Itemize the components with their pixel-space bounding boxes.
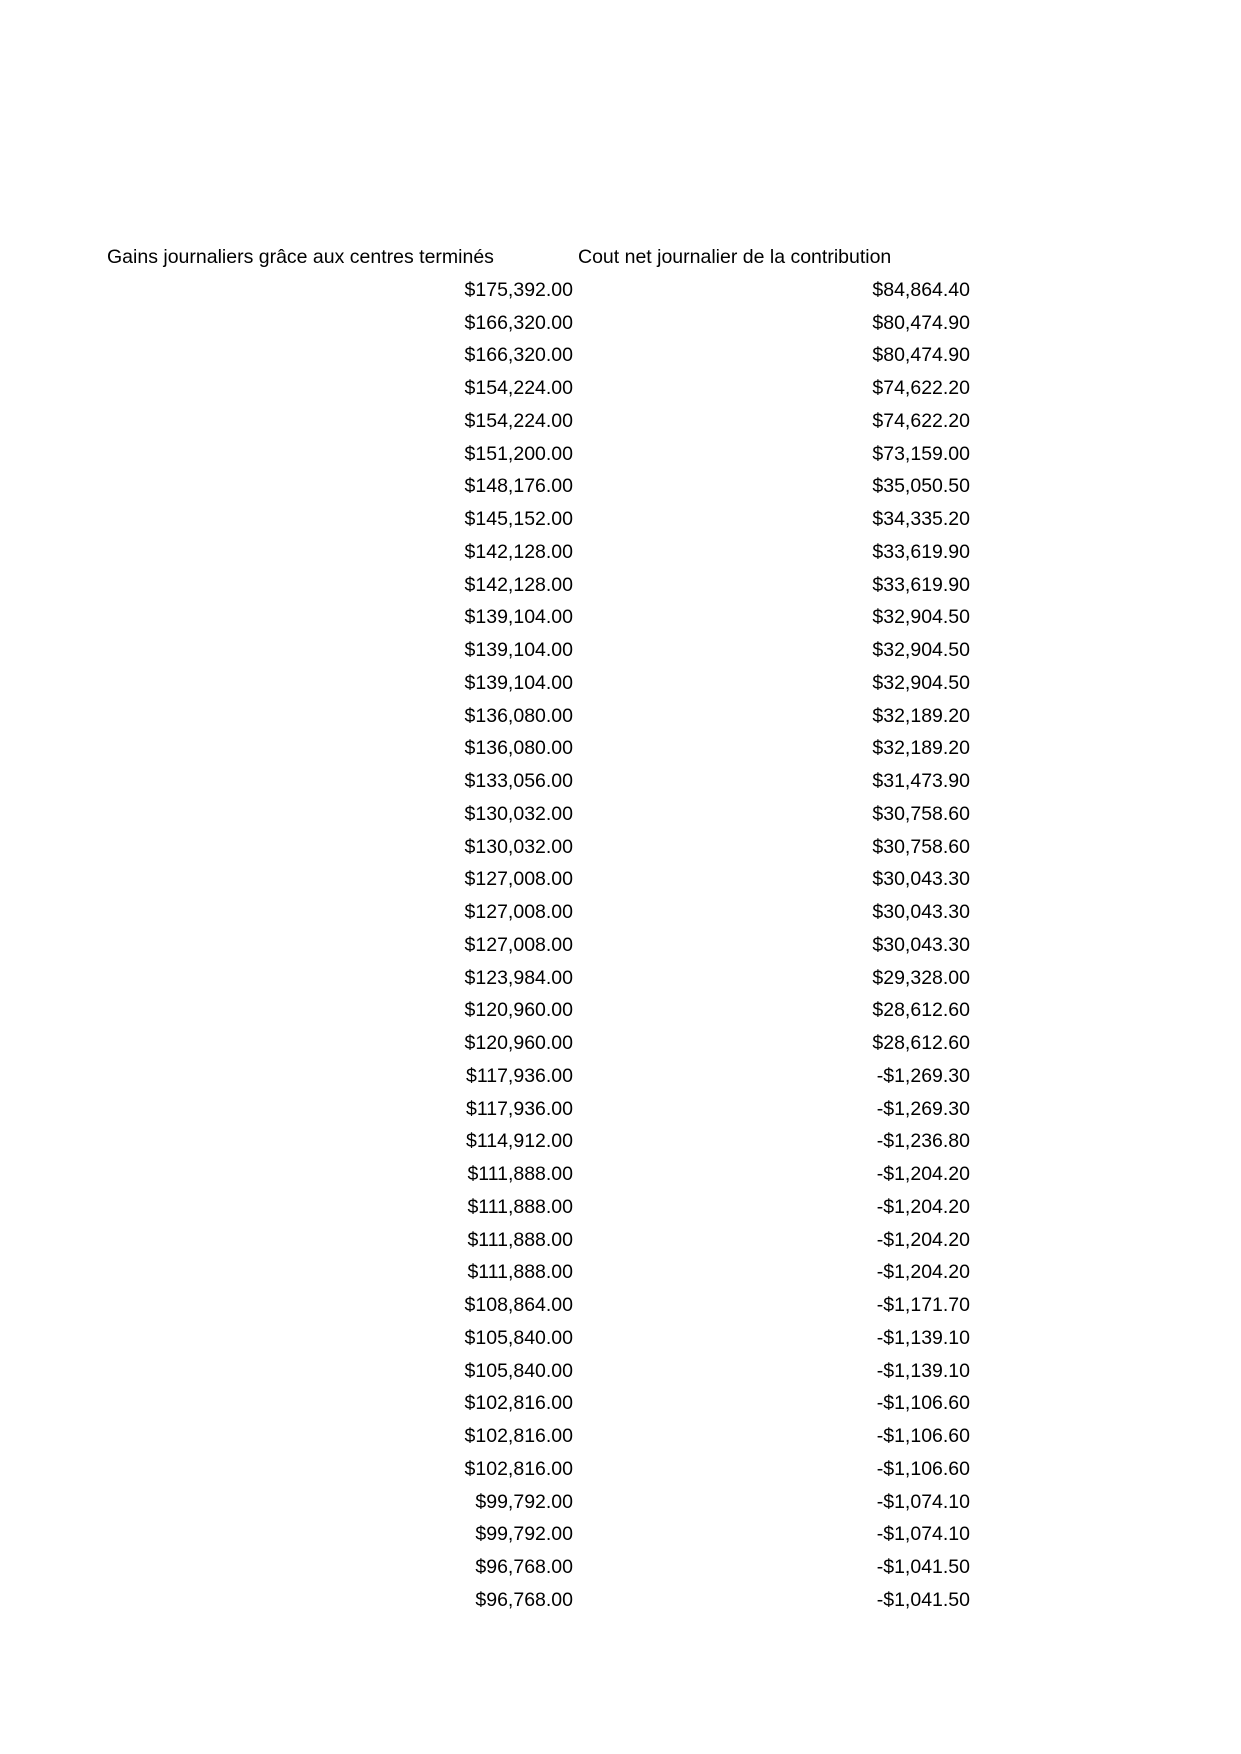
daily-net-cost-cell: -$1,204.20 bbox=[876, 1163, 970, 1185]
table-row bbox=[0, 339, 1241, 372]
daily-gains-cell: $139,104.00 bbox=[464, 606, 573, 629]
table-row bbox=[0, 503, 1241, 536]
table-row bbox=[0, 798, 1241, 831]
table-row bbox=[0, 765, 1241, 798]
daily-gains-cell: $154,224.00 bbox=[464, 409, 573, 432]
table-row bbox=[0, 994, 1241, 1027]
daily-net-cost-cell: -$1,106.60 bbox=[876, 1457, 970, 1480]
daily-net-cost-cell: $80,474.90 bbox=[872, 344, 970, 367]
daily-gains-cell: $102,816.00 bbox=[464, 1425, 573, 1447]
spreadsheet-page bbox=[0, 241, 1241, 1617]
daily-gains-cell: $117,936.00 bbox=[466, 1064, 573, 1087]
daily-gains-cell: $102,816.00 bbox=[464, 1392, 573, 1415]
daily-gains-cell: $130,032.00 bbox=[464, 802, 573, 825]
table-row bbox=[0, 1453, 1241, 1486]
table-row bbox=[0, 732, 1241, 765]
daily-gains-cell: $175,392.00 bbox=[464, 278, 573, 301]
daily-net-cost-cell: $74,622.20 bbox=[872, 377, 970, 399]
daily-gains-cell: $96,768.00 bbox=[475, 1556, 573, 1578]
daily-gains-cell: $127,008.00 bbox=[464, 901, 573, 923]
table-row bbox=[0, 1355, 1241, 1388]
daily-net-cost-cell: $32,904.50 bbox=[872, 671, 970, 694]
daily-net-cost-cell: $80,474.90 bbox=[872, 311, 970, 334]
daily-gains-cell: $120,960.00 bbox=[464, 1032, 573, 1054]
table-row bbox=[0, 438, 1241, 471]
table-row bbox=[0, 372, 1241, 405]
daily-net-cost-cell: $30,043.30 bbox=[872, 933, 970, 956]
table-row bbox=[0, 405, 1241, 438]
daily-gains-cell: $111,888.00 bbox=[467, 1228, 573, 1251]
daily-gains-cell: $154,224.00 bbox=[464, 377, 573, 399]
daily-net-cost-cell: $33,619.90 bbox=[872, 540, 970, 563]
table-row bbox=[0, 896, 1241, 929]
table-row bbox=[0, 667, 1241, 700]
daily-gains-cell: $127,008.00 bbox=[464, 933, 573, 956]
daily-net-cost-cell: -$1,204.20 bbox=[876, 1195, 970, 1218]
daily-net-cost-cell: -$1,041.50 bbox=[876, 1556, 970, 1578]
daily-gains-cell: $105,840.00 bbox=[464, 1326, 573, 1349]
daily-net-cost-cell: -$1,236.80 bbox=[876, 1130, 970, 1153]
table-row bbox=[0, 1518, 1241, 1551]
table-row bbox=[0, 1060, 1241, 1093]
table-row bbox=[0, 1125, 1241, 1158]
daily-net-cost-cell: $32,189.20 bbox=[872, 737, 970, 760]
table-row bbox=[0, 929, 1241, 962]
header-row bbox=[0, 241, 1241, 274]
daily-net-cost-cell: $28,612.60 bbox=[872, 1032, 970, 1054]
table-row bbox=[0, 1584, 1241, 1617]
table-row bbox=[0, 1158, 1241, 1191]
header-daily-net-cost: Cout net journalier de la contribution bbox=[578, 246, 892, 268]
daily-gains-cell: $127,008.00 bbox=[464, 868, 573, 891]
table-row bbox=[0, 470, 1241, 503]
daily-gains-cell: $123,984.00 bbox=[464, 966, 573, 989]
header-daily-gains: Gains journaliers grâce aux centres terminés bbox=[107, 246, 494, 268]
daily-net-cost-cell: -$1,074.10 bbox=[876, 1523, 970, 1546]
table-row bbox=[0, 1551, 1241, 1584]
table-row bbox=[0, 863, 1241, 896]
daily-gains-cell: $148,176.00 bbox=[464, 475, 573, 498]
table-row bbox=[0, 536, 1241, 569]
daily-net-cost-cell: $32,904.50 bbox=[872, 606, 970, 629]
daily-gains-cell: $139,104.00 bbox=[464, 671, 573, 694]
daily-net-cost-cell: -$1,106.60 bbox=[876, 1425, 970, 1447]
daily-net-cost-cell: $30,758.60 bbox=[872, 802, 970, 825]
daily-gains-cell: $111,888.00 bbox=[467, 1261, 573, 1284]
daily-gains-cell: $117,936.00 bbox=[466, 1097, 573, 1120]
daily-gains-cell: $151,200.00 bbox=[464, 442, 573, 465]
daily-net-cost-cell: -$1,204.20 bbox=[876, 1261, 970, 1284]
daily-net-cost-cell: -$1,269.30 bbox=[876, 1064, 970, 1087]
daily-net-cost-cell: $28,612.60 bbox=[872, 999, 970, 1022]
table-row bbox=[0, 274, 1241, 307]
daily-net-cost-cell: $73,159.00 bbox=[872, 442, 970, 465]
daily-net-cost-cell: $30,043.30 bbox=[872, 868, 970, 891]
daily-net-cost-cell: $30,043.30 bbox=[872, 901, 970, 923]
daily-gains-cell: $130,032.00 bbox=[464, 835, 573, 858]
table-row bbox=[0, 1191, 1241, 1224]
daily-net-cost-cell: -$1,269.30 bbox=[876, 1097, 970, 1120]
daily-gains-cell: $139,104.00 bbox=[464, 639, 573, 661]
daily-gains-cell: $96,768.00 bbox=[475, 1588, 573, 1611]
daily-net-cost-cell: $34,335.20 bbox=[872, 508, 970, 530]
table-row bbox=[0, 1420, 1241, 1453]
daily-net-cost-cell: $84,864.40 bbox=[872, 278, 970, 301]
daily-net-cost-cell: $30,758.60 bbox=[872, 835, 970, 858]
table-row bbox=[0, 1256, 1241, 1289]
daily-gains-cell: $108,864.00 bbox=[464, 1294, 573, 1316]
daily-gains-cell: $136,080.00 bbox=[464, 737, 573, 760]
table-row bbox=[0, 962, 1241, 995]
daily-gains-cell: $145,152.00 bbox=[464, 508, 573, 530]
table-row bbox=[0, 1322, 1241, 1355]
daily-net-cost-cell: -$1,074.10 bbox=[876, 1490, 970, 1513]
daily-net-cost-cell: $33,619.90 bbox=[872, 573, 970, 596]
table-row bbox=[0, 1093, 1241, 1126]
daily-net-cost-cell: -$1,106.60 bbox=[876, 1392, 970, 1415]
daily-gains-cell: $166,320.00 bbox=[464, 311, 573, 334]
daily-gains-cell: $99,792.00 bbox=[475, 1490, 573, 1513]
daily-net-cost-cell: -$1,171.70 bbox=[876, 1294, 970, 1316]
daily-net-cost-cell: $31,473.90 bbox=[872, 770, 970, 792]
daily-gains-cell: $166,320.00 bbox=[464, 344, 573, 367]
daily-net-cost-cell: -$1,204.20 bbox=[876, 1228, 970, 1251]
daily-gains-cell: $105,840.00 bbox=[464, 1359, 573, 1382]
table-body bbox=[0, 274, 1241, 1617]
daily-net-cost-cell: $32,189.20 bbox=[872, 704, 970, 727]
table-row bbox=[0, 1224, 1241, 1257]
daily-gains-cell: $142,128.00 bbox=[464, 540, 573, 563]
daily-net-cost-cell: -$1,139.10 bbox=[876, 1359, 970, 1382]
daily-gains-cell: $136,080.00 bbox=[464, 704, 573, 727]
daily-net-cost-cell: $29,328.00 bbox=[872, 966, 970, 989]
table-row bbox=[0, 1027, 1241, 1060]
daily-gains-cell: $111,888.00 bbox=[467, 1163, 573, 1185]
daily-gains-cell: $111,888.00 bbox=[467, 1195, 573, 1218]
daily-net-cost-cell: -$1,041.50 bbox=[876, 1588, 970, 1611]
table-row bbox=[0, 569, 1241, 602]
daily-net-cost-cell: $35,050.50 bbox=[872, 475, 970, 498]
table-row bbox=[0, 307, 1241, 340]
table-row bbox=[0, 831, 1241, 864]
table-row bbox=[0, 1289, 1241, 1322]
daily-gains-cell: $114,912.00 bbox=[466, 1130, 573, 1153]
daily-gains-cell: $142,128.00 bbox=[464, 573, 573, 596]
daily-gains-cell: $133,056.00 bbox=[464, 770, 573, 792]
daily-gains-cell: $120,960.00 bbox=[464, 999, 573, 1022]
table-row bbox=[0, 1387, 1241, 1420]
table-row bbox=[0, 601, 1241, 634]
daily-net-cost-cell: $74,622.20 bbox=[872, 409, 970, 432]
daily-net-cost-cell: -$1,139.10 bbox=[876, 1326, 970, 1349]
table-row bbox=[0, 700, 1241, 733]
daily-gains-cell: $102,816.00 bbox=[464, 1457, 573, 1480]
table-row bbox=[0, 634, 1241, 667]
daily-gains-cell: $99,792.00 bbox=[475, 1523, 573, 1546]
daily-net-cost-cell: $32,904.50 bbox=[872, 639, 970, 661]
table-row bbox=[0, 1486, 1241, 1519]
